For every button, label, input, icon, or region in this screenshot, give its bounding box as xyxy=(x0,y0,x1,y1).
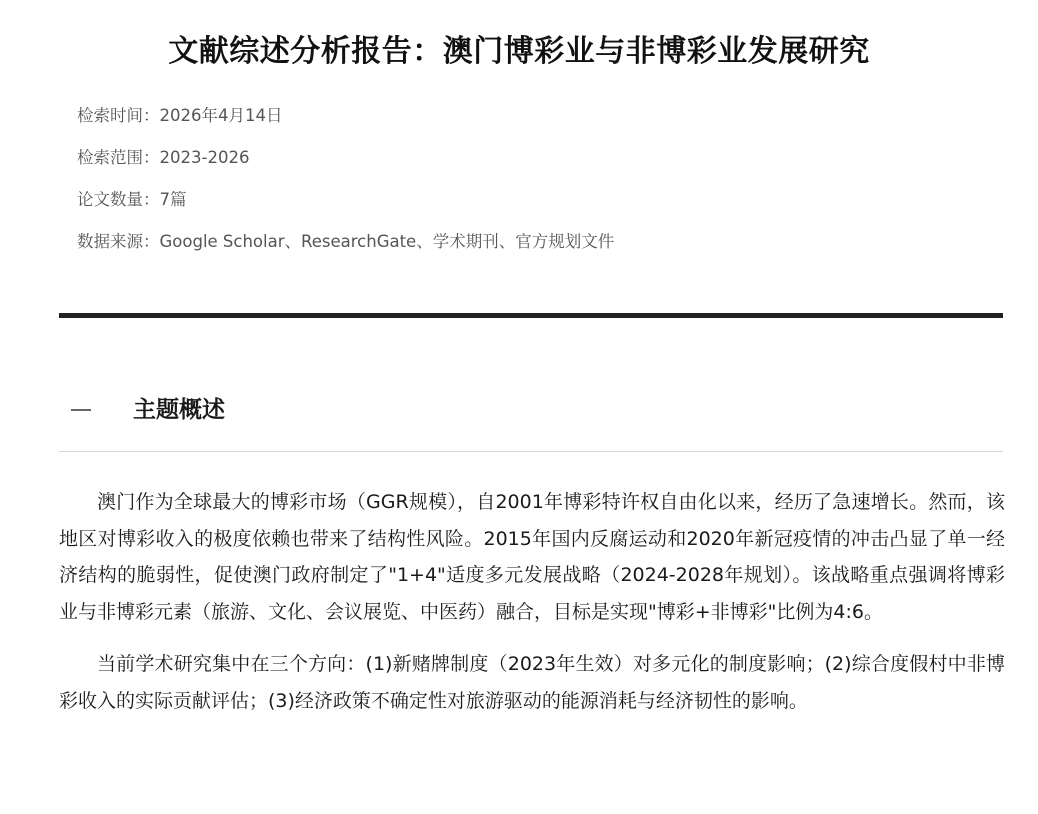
section-title: 主题概述 xyxy=(133,397,225,423)
meta-label: 检索范围： xyxy=(77,148,160,167)
page-title: 文献综述分析报告：澳门博彩业与非博彩业发展研究 xyxy=(168,34,870,69)
meta-value: 2026年4月14日 xyxy=(159,106,283,125)
section-body xyxy=(59,484,1005,735)
paragraph-overview: 澳门作为全球最大的博彩市场（GGR规模），自2001年博彩特许权自由化以来，经历了急速增长。然而，该地区对博彩收入的极度依赖也带来了结构性风险。2015年国内反腐运动和2020年新冠疫情的冲击凸显了单一经济结构的脆弱性，促使澳门政府制定了"1+4"适度多元发展战略（2024-2028年规划）。该战略重点强调将博彩业与非博彩元素（旅游、文化、会议展览、中医药）融合，目标是实现"博彩+非博彩"比例为4:6。 xyxy=(59,491,1005,623)
meta-value: Google Scholar、ResearchGate、学术期刊、官方规划文件 xyxy=(159,232,615,251)
search-metadata xyxy=(77,102,614,270)
heading-underline xyxy=(59,451,1003,452)
section-divider xyxy=(59,313,1003,318)
section-heading xyxy=(59,388,1003,432)
meta-paper-count xyxy=(77,186,614,228)
dash-icon xyxy=(71,409,91,411)
meta-search-range xyxy=(77,144,614,186)
meta-label: 数据来源： xyxy=(77,232,160,251)
paragraph-research-directions: 当前学术研究集中在三个方向：(1)新赌牌制度（2023年生效）对多元化的制度影响；(2)综合度假村中非博彩收入的实际贡献评估；(3)经济政策不确定性对旅游驱动的能源消耗与经济韧性的影响。 xyxy=(59,653,1005,712)
meta-value: 2023-2026 xyxy=(159,148,250,167)
meta-value: 7篇 xyxy=(159,190,187,209)
meta-label: 论文数量： xyxy=(77,190,160,209)
meta-data-source xyxy=(77,228,614,270)
meta-search-time xyxy=(77,102,614,144)
meta-label: 检索时间： xyxy=(77,106,160,125)
